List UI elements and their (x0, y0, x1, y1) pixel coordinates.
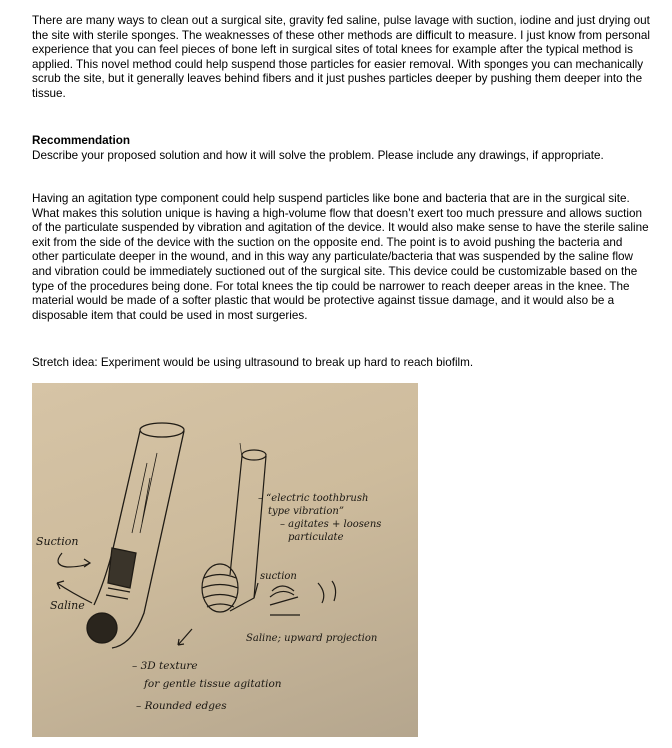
label-saline-left: Saline (50, 599, 85, 612)
label-rounded-edges: – Rounded edges (136, 700, 227, 712)
device-sketch (32, 383, 418, 737)
device-sketch-photo (32, 383, 418, 737)
label-vibration-3: – agitates + loosens (280, 519, 382, 530)
label-texture-2: for gentle tissue agitation (144, 678, 282, 690)
suction-arrows-right (270, 586, 294, 597)
stretch-idea: Stretch idea: Experiment would be using ultrasound to break up hard to reach biofilm. (32, 356, 474, 369)
intro-paragraph: There are many ways to clean out a surgical site, gravity fed saline, pulse lavage with suction, iodine and just drying out the site with sterile sponges. The weaknesses of these other methods are difficult to measure. I just know from personal experience that you can feel pieces of bone left in surgical sites of total knees for example after the typical method is applied. This novel method could help suspend those particles for easier removal. With sponges you can mechanically scrub the site, but it generally leaves behind fibers and it just pushes particles deeper by pushing them deeper into the tissue. (32, 14, 651, 100)
upward-arrows (318, 581, 336, 603)
right-device-drawing (202, 443, 266, 612)
label-texture-1: – 3D texture (132, 660, 198, 672)
texture-arrow (178, 629, 192, 645)
label-vibration-1: – “electric toothbrush (258, 493, 369, 504)
solution-paragraph: Having an agitation type component could help suspend particles like bone and bacteria that are in the surgical site. What makes this solution unique is having a high-volume flow that doesn’t exert too much pressure and allows suction of the particulate suspended by vibration and agitation of the device. It would also make sense to have the sterile saline exit from the side of the device with the suction on the opposite end. The point is to avoid pushing the bacteria and other particulate deeper in the wound, and in this way any particulate/bacteria that was suspended by the saline flow and vibration could be immediately suctioned out of the surgical site. This device could be customizable based on the type of the procedures being done. For total knees the tip could be narrower to reach deeper areas in the knee. The material would be made of a softer plastic that would be protective against tissue damage, and it would also be a disposable item that could be used in most surgeries. (32, 192, 649, 322)
suction-arrow-left (58, 553, 90, 567)
recommendation-heading: Recommendation (32, 134, 131, 147)
label-suction-left: Suction (36, 535, 79, 548)
recommendation-prompt: Describe your proposed solution and how it will solve the problem. Please include any drawings, if appropriate. (32, 148, 604, 162)
label-saline-right: Saline; upward projection (246, 633, 378, 644)
label-vibration-2: type vibration” (268, 506, 344, 517)
label-vibration-4: particulate (288, 532, 344, 543)
recommendation-section (32, 134, 604, 163)
left-device-drawing (87, 423, 184, 648)
saline-arrows-right (270, 597, 300, 615)
label-suction-right: suction (260, 571, 297, 582)
